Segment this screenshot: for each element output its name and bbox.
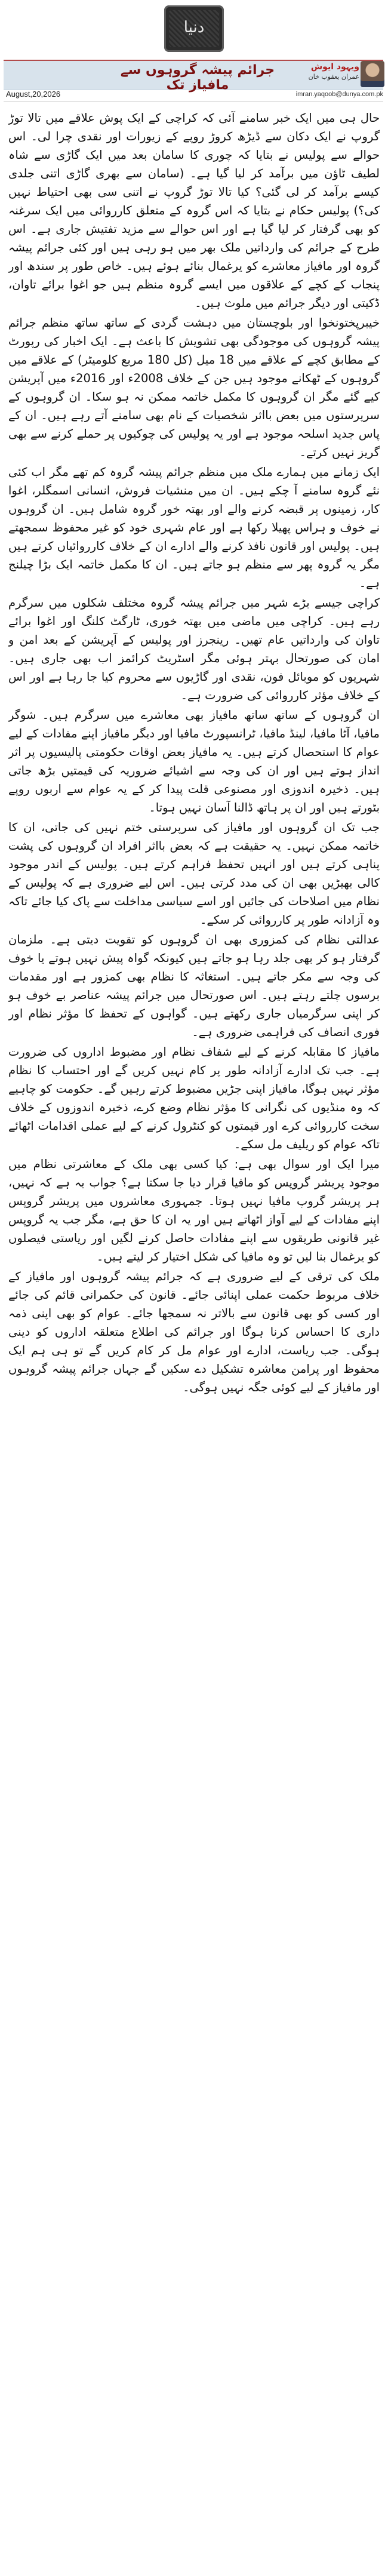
author-name: عمران یعقوب خان xyxy=(308,73,359,81)
article-paragraph: عدالتی نظام کی کمزوری بھی ان گروہوں کو تقویت دیتی ہے۔ ملزمان گرفتار ہو کر بھی جلد رہا ہو جاتے ہیں کیونکہ گواہ پیش نہیں ہوتے یا خوف کی وجہ سے مکر جاتے ہیں۔ استغاثہ کا نظام بھی کمزور ہے اور مقدمات برسوں چلتے رہتے ہیں۔ اس صورتحال میں جرائم پیشہ عناصر بے خوف ہو کر اپنی سرگرمیاں جاری رکھتے ہیں۔ گواہوں کے تحفظ کا مؤثر نظام اور فوری انصاف کی فراہمی ضروری ہے۔ xyxy=(8,933,380,1039)
article-paragraph: خیبرپختونخوا اور بلوچستان میں دہشت گردی کے ساتھ ساتھ منظم جرائم پیشہ گروہوں کی موجودگی بھی تشویش کا باعث ہے۔ ایک اخبار کی رپورٹ کے مطابق کچے کے علاقے میں 18 میل (کل 180 مربع کلومیٹر) کے علاقے میں گروہوں کے ٹھکانے موجود ہیں جن کے خلاف 2008ء اور 2016ء میں آپریشن کیے گئے مگر ان گروہوں کا مکمل خاتمہ ممکن نہ ہو سکا۔ ان گروہوں کے سرپرستوں میں بعض بااثر شخصیات کے نام بھی سامنے آتے رہے ہیں۔ ان کے پاس جدید اسلحہ موجود ہے اور یہ پولیس کی چوکیوں پر حملے کرنے سے بھی گریز نہیں کرتے۔ xyxy=(8,316,380,459)
logo-text: دنیا xyxy=(183,19,205,36)
author-email: imran.yaqoob@dunya.com.pk xyxy=(295,91,383,98)
newspaper-logo xyxy=(164,5,224,52)
column-headline: جرائم پیشہ گروہوں سے مافیاز تک xyxy=(120,63,275,93)
article-paragraph: ان گروہوں کے ساتھ ساتھ مافیاز بھی معاشرے میں سرگرم ہیں۔ شوگر مافیا، آٹا مافیا، لینڈ مافیا، ٹرانسپورٹ مافیا اور دیگر مافیاز اپنے مفادات کے لیے عوام کا استحصال کرتے ہیں۔ یہ مافیاز بعض اوقات حکومتی پالیسیوں پر اثر انداز ہوتے ہیں اور ان کی وجہ سے اشیائے ضروریہ کی قیمتیں بڑھ جاتی ہیں۔ ذخیرہ اندوزی اور مصنوعی قلت پیدا کر کے یہ عوام سے اربوں روپے بٹورتے ہیں اور ان پر ہاتھ ڈالنا آسان نہیں ہوتا۔ xyxy=(8,708,380,814)
author-block xyxy=(294,62,359,81)
article-paragraph: مافیاز کا مقابلہ کرنے کے لیے شفاف نظام اور مضبوط اداروں کی ضرورت ہے۔ جب تک ادارے آزادانہ طور پر کام نہیں کریں گے اور احتساب کا نظام مؤثر نہیں ہوگا، مافیاز اپنی جڑیں مضبوط کرتے رہیں گے۔ حکومت کو چاہیے کہ وہ منڈیوں کی نگرانی کا مؤثر نظام وضع کرے، ذخیرہ اندوزوں کے خلاف سخت کارروائی کرے اور قیمتوں کو کنٹرول کرنے کے لیے عملی اقدامات اٹھائے تاکہ عوام کو ریلیف مل سکے۔ xyxy=(8,1045,380,1151)
masthead xyxy=(0,0,388,57)
article-body xyxy=(8,109,380,2569)
article-paragraph: میرا ایک اور سوال بھی ہے: کیا کسی بھی ملک کے معاشرتی نظام میں موجود پریشر گروپس کو مافیا قرار دیا جا سکتا ہے؟ جواب یہ ہے کہ نہیں، ہر پریشر گروپ مافیا نہیں ہوتا۔ جمہوری معاشروں میں پریشر گروپس اپنے مفادات کے لیے آواز اٹھاتے ہیں اور یہ ان کا حق ہے، مگر جب یہ گروپس غیر قانونی طریقوں سے اپنے مفادات حاصل کرنے لگیں اور ریاستی فیصلوں کو یرغمال بنا لیں تو وہ مافیا کی شکل اختیار کر لیتے ہیں۔ xyxy=(8,1157,380,1264)
article-paragraph: ایک زمانے میں ہمارے ملک میں منظم جرائم پیشہ گروہ کم تھے مگر اب کئی نئے گروہ سامنے آ چکے ہیں۔ ان میں منشیات فروش، انسانی اسمگلر، اغوا کار، زمینوں پر قبضہ کرنے والے اور بھتہ خور گروہ شامل ہیں۔ ان گروہوں نے خوف و ہراس پھیلا رکھا ہے اور عام شہری خود کو غیر محفوظ سمجھتے ہیں۔ پولیس اور قانون نافذ کرنے والے ادارے ان کے خلاف کارروائیاں کرتے ہیں مگر یہ گروہ پھر سے منظم ہو جاتے ہیں۔ ان کا مکمل خاتمہ ایک بڑا چیلنج ہے۔ xyxy=(8,465,380,590)
article-paragraph: حال ہی میں ایک خبر سامنے آئی کہ کراچی کے ایک پوش علاقے میں تالا توڑ گروپ نے ایک دکان سے ڈیڑھ کروڑ روپے کے زیورات اور نقدی چرا لی۔ اس حوالے سے پولیس نے بتایا کہ چوری کا سامان بعد میں ایک گاڑی سے شاہ لطیف ٹاؤن میں برآمد کر لیا گیا ہے۔ (سامان سے بھری گاڑی اتنی جلدی کیسے برآمد کر لی گئی؟ کیا تالا توڑ گروپ نے اتنی سی بھی احتیاط نہیں کی؟) پولیس حکام نے بتایا کہ اس گروہ کے متعلق کارروائی میں ایک سرغنہ کو بھی گرفتار کر لیا گیا ہے اور اس حوالے سے مزید تفتیش جاری ہے۔ اس طرح کے جرائم کی وارداتیں ملک بھر میں ہو رہی ہیں اور کئی جرائم پیشہ گروہ اور مافیاز معاشرے کو یرغمال بنائے ہوئے ہیں۔ خاص طور پر سندھ اور پنجاب کے کچے کے علاقوں میں ایسے گروہ منظم ہیں جو اغوا برائے تاوان، ڈکیتی اور دیگر جرائم میں ملوث ہیں۔ xyxy=(8,111,380,310)
column-label: ویہود ایوش xyxy=(310,62,359,72)
article-paragraph: ملک کی ترقی کے لیے ضروری ہے کہ جرائم پیشہ گروہوں اور مافیاز کے خلاف مربوط حکمت عملی اپنائی جائے۔ قانون کی حکمرانی قائم کی جائے اور کسی کو بھی قانون سے بالاتر نہ سمجھا جائے۔ عوام کو بھی اپنی ذمہ داری کا احساس کرنا ہوگا اور جرائم کی اطلاع متعلقہ اداروں کو دینی ہوگی۔ جب ریاست، ادارے اور عوام مل کر کام کریں گے تو ہی ہم ایک محفوظ اور پرامن معاشرہ تشکیل دے سکیں گے جہاں جرائم پیشہ گروہوں اور مافیاز کے لیے کوئی جگہ نہیں ہوگی۔ xyxy=(8,1269,380,1394)
publish-date: August,20,2026 xyxy=(6,90,61,99)
article-paragraph: جب تک ان گروہوں اور مافیاز کی سرپرستی ختم نہیں کی جاتی، ان کا خاتمہ ممکن نہیں۔ یہ حقیقت ہے کہ بعض بااثر افراد ان گروہوں کی پشت پناہی کرتے ہیں اور انہیں تحفظ فراہم کرتے ہیں۔ پولیس کے اندر موجود کالی بھیڑیں بھی ان کی مدد کرتی ہیں۔ اس لیے ضروری ہے کہ پولیس کے نظام میں اصلاحات کی جائیں اور اسے سیاسی مداخلت سے پاک کیا جائے تاکہ وہ آزادانہ طور پر کارروائی کر سکے۔ xyxy=(8,820,380,927)
author-avatar xyxy=(361,61,384,87)
article-paragraph: کراچی جیسے بڑے شہر میں جرائم پیشہ گروہ مختلف شکلوں میں سرگرم رہے ہیں۔ کراچی میں ماضی میں بھتہ خوری، ٹارگٹ کلنگ اور اغوا برائے تاوان کی وارداتیں عام تھیں۔ رینجرز اور پولیس کے آپریشن کے بعد امن و امان کی صورتحال بہتر ہوئی مگر اسٹریٹ کرائمز اب بھی جاری ہیں۔ شہریوں کو موبائل فون، نقدی اور گاڑیوں سے محروم کیا جا رہا ہے اور اس کے خلاف مؤثر کارروائی کی ضرورت ہے۔ xyxy=(8,596,380,702)
